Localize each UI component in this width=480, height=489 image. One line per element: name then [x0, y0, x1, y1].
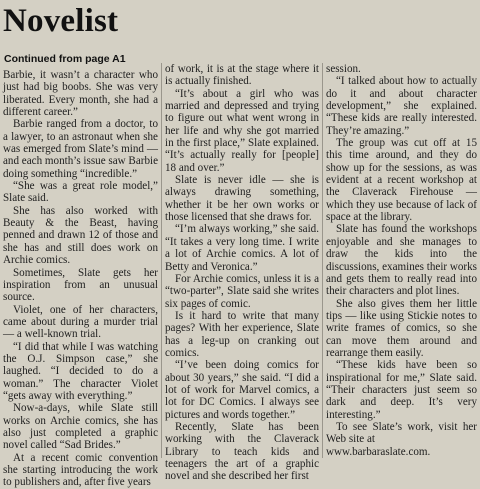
continued-line: Continued from page A1: [4, 53, 126, 65]
paragraph: Slate is never idle — she is always drawing something, whether it be her own works or those licensed that she draws for.: [165, 174, 319, 224]
headline: Novelist: [3, 3, 119, 39]
paragraph: Barbie ranged from a doctor, to a lawyer, to an astronaut when she was emerged from Slate’s mind — and each month’s issue saw Barbie doing something “incredible.”: [3, 118, 158, 180]
paragraph: The group was cut off at 15 this time around, and they do show up for the sessions, as was evident at a recent workshop at the Claverack Firehouse — which they use because of lack of space at the library.: [326, 137, 477, 224]
paragraph: Is it hard to write that many pages? With her experience, Slate has a leg-up on cranking out comics.: [165, 309, 319, 359]
paragraph: “I’m always working,” she said. “It takes a very long time. I write a lot of Archie comics. A lot of Betty and Veronica.”: [165, 223, 319, 273]
paragraph: “I talked about how to actually do it and about character development,” she explained. “These kids are really interested. They’re amazing.”: [326, 75, 477, 137]
paragraph: “She was a great role model,” Slate said.: [3, 180, 158, 205]
paragraph: She also gives them her little tips — like using Stickie notes to write frames of comics, so she can move them around and rearrange them easily.: [326, 297, 477, 359]
column-1: [3, 69, 158, 489]
paragraph: To see Slate’s work, visit her Web site at: [326, 420, 477, 446]
paragraph: session.: [326, 63, 361, 75]
paragraph: “It’s about a girl who was married and depressed and trying to figure out what went wrong in her life and why she got married in the first place,” Slate explained. “It’s actually really for [people] 18 and over.”: [165, 87, 319, 174]
paragraph: “I’ve been doing comics for about 30 years,” she said. “I did a lot of work for Marvel comics, a lot for DC Comics. I always see pictures and words together.”: [165, 359, 319, 421]
paragraph: Slate has found the workshops enjoyable and she manages to draw the kids into the discussions, examines their works and gets them to really read into their characters and plot lines.: [326, 223, 477, 298]
paragraph: Recently, Slate has been working with the Claverack Library to teach kids and teenagers the art of a graphic novel and she described her first: [165, 420, 319, 483]
paragraph: Barbie, it wasn’t a character who just had big boobs. She was very liberated. Every month, she had a different career.”: [3, 69, 158, 119]
column-rule-1: [161, 63, 162, 458]
column-rule-2: [322, 63, 323, 458]
paragraph: Now-a-days, while Slate still works on Archie comics, she has also just completed a graphic novel called “Sad Brides.”: [3, 402, 158, 452]
column-2: [165, 63, 319, 483]
paragraph: Violet, one of her characters, came about during a murder trial — a well-known trial.: [3, 303, 158, 341]
paragraph: of work, it is at the stage where it is actually finished.: [165, 63, 319, 88]
paragraph: “These kids have been so inspirational for me,” Slate said. “Their characters just seem so dark and deep. It’s very interesting.”: [326, 359, 477, 421]
paragraph: At a recent comic convention she starting introducing the work to publishers and, after five years: [3, 451, 158, 489]
paragraph: For Archie comics, unless it is a “two-parter”, Slate said she writes six pages of comic.: [165, 272, 319, 310]
column-3: [326, 63, 477, 458]
paragraph: “I did that while I was watching the O.J. Simpson case,” she laughed. “I decided to do a woman.” The character Violet “gets away with everything.”: [3, 340, 158, 402]
paragraph: She has also worked with Beauty & the Beast, having penned and drawn 12 of those and she has and still does work on Archie comics.: [3, 204, 158, 267]
web-link[interactable]: www.barbaraslate.com.: [326, 445, 431, 458]
paragraph: Sometimes, Slate gets her inspiration from an unusual source.: [3, 266, 158, 304]
